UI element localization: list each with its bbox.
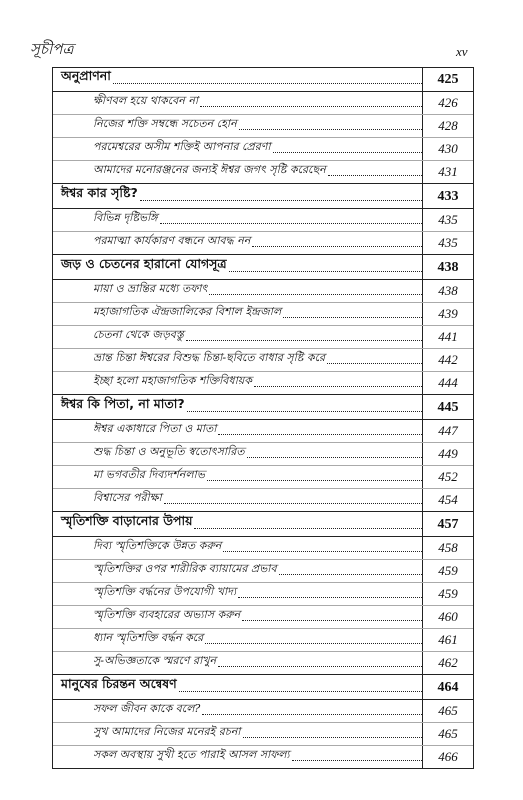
table-of-contents xyxy=(52,67,474,769)
toc-entry-page: 452 xyxy=(438,469,458,484)
toc-entry-title-cell xyxy=(53,115,423,137)
toc-section-row xyxy=(53,675,473,700)
toc-section-row xyxy=(53,255,473,280)
dot-leader xyxy=(238,597,422,598)
toc-section-page: 457 xyxy=(437,517,459,532)
dot-leader xyxy=(187,411,422,412)
dot-leader xyxy=(254,386,422,387)
dot-leader xyxy=(207,480,422,481)
dot-leader xyxy=(218,434,422,435)
toc-entry-row xyxy=(53,443,473,466)
toc-section-row xyxy=(53,395,473,420)
dot-leader xyxy=(328,175,422,176)
toc-entry-title-cell xyxy=(53,629,423,651)
dot-leader xyxy=(186,340,422,341)
toc-entry-page: 459 xyxy=(438,586,458,601)
toc-section-title: জড় ও চেতনের হারানো যোগসূত্র xyxy=(61,256,229,276)
toc-entry-title-cell xyxy=(53,280,423,302)
toc-entry-title: পরমেশ্বরের অসীম শক্তিই আপনার প্রেরণা xyxy=(93,138,273,157)
dot-leader xyxy=(218,666,422,667)
toc-entry-page: 462 xyxy=(438,655,458,670)
toc-entry-title-cell xyxy=(53,138,423,160)
toc-section-title-cell xyxy=(53,512,423,536)
toc-entry-title: স্মৃতিশক্তি ব্যবহারের অভ্যাস করুন xyxy=(93,606,242,625)
toc-entry-title: দিব্য স্মৃতিশক্তিকে উন্নত করুন xyxy=(93,537,223,556)
toc-section-title-cell xyxy=(53,68,423,91)
toc-entry-title-cell xyxy=(53,746,423,768)
toc-entry-row xyxy=(53,606,473,629)
toc-section-title-cell xyxy=(53,184,423,208)
dot-leader xyxy=(292,760,422,761)
toc-entry-title-cell xyxy=(53,420,423,442)
toc-entry-title: সকল অবস্থায় সুখী হতে পারাই আসল সাফল্য xyxy=(93,746,292,765)
toc-entry-row xyxy=(53,326,473,349)
toc-entry-title: নিজের শক্তি সম্বন্ধে সচেতন হোন xyxy=(93,115,239,134)
toc-entry-page: 447 xyxy=(438,423,458,438)
toc-entry-title-cell xyxy=(53,606,423,628)
toc-entry-page: 441 xyxy=(438,329,458,344)
toc-entry-title-cell xyxy=(53,232,423,254)
toc-entry-page: 435 xyxy=(438,212,458,227)
toc-entry-title: ঈশ্বর একাধারে পিতা ও মাতা xyxy=(93,420,218,439)
toc-entry-row xyxy=(53,652,473,675)
toc-entry-row xyxy=(53,629,473,652)
toc-entry-page: 449 xyxy=(438,446,458,461)
toc-entry-page: 465 xyxy=(438,726,458,741)
toc-entry-title-cell xyxy=(53,326,423,348)
toc-entry-row xyxy=(53,700,473,723)
toc-entry-title: সফল জীবন কাকে বলে? xyxy=(93,700,202,719)
toc-entry-title-cell xyxy=(53,537,423,559)
toc-entry-title-cell xyxy=(53,489,423,511)
toc-entry-title: স্মৃতিশক্তির ওপর শারীরিক ব্যায়ামের প্রভাব xyxy=(93,560,279,579)
toc-entry-title: বিশ্বাসের পরীক্ষা xyxy=(93,489,164,508)
toc-entry-title-cell xyxy=(53,209,423,231)
dot-leader xyxy=(239,129,422,130)
toc-entry-page: 460 xyxy=(438,609,458,624)
dot-leader xyxy=(140,200,422,201)
dot-leader xyxy=(179,691,422,692)
toc-entry-row xyxy=(53,372,473,395)
toc-entry-title: মায়া ও ভ্রান্তির মধ্যে তফাৎ xyxy=(93,280,209,299)
dot-leader xyxy=(283,317,422,318)
toc-entry-page: 430 xyxy=(438,141,458,156)
dot-leader xyxy=(200,106,422,107)
dot-leader xyxy=(113,83,422,84)
toc-section-title-cell xyxy=(53,255,423,279)
toc-entry-title: স্মৃতিশক্তি বর্দ্ধনের উপযোগী খাদ্য xyxy=(93,583,238,602)
toc-entry-title: আমাদের মনোরঞ্জনের জন্যই ঈশ্বর জগৎ সৃষ্টি করেছেন xyxy=(93,161,328,180)
toc-entry-title: ক্ষীণবল হয়ে থাকবেন না xyxy=(93,92,200,111)
toc-entry-page: 465 xyxy=(438,703,458,718)
dot-leader xyxy=(273,152,422,153)
toc-entry-page: 461 xyxy=(438,632,458,647)
toc-entry-row xyxy=(53,420,473,443)
toc-section-row xyxy=(53,512,473,537)
toc-entry-row xyxy=(53,583,473,606)
toc-entry-title: ইচ্ছা হলো মহাজাগতিক শক্তিবিধায়ক xyxy=(93,372,254,391)
toc-entry-page: 439 xyxy=(438,306,458,321)
dot-leader xyxy=(279,574,422,575)
dot-leader xyxy=(194,528,422,529)
toc-entry-title-cell xyxy=(53,303,423,325)
toc-entry-page: 426 xyxy=(438,95,458,110)
toc-entry-title-cell xyxy=(53,583,423,605)
toc-entry-row xyxy=(53,115,473,138)
toc-entry-row xyxy=(53,280,473,303)
header-title: সূচীপত্র xyxy=(30,40,74,58)
toc-entry-row xyxy=(53,746,473,769)
dot-leader xyxy=(223,551,422,552)
toc-entry-title-cell xyxy=(53,700,423,722)
toc-entry-row xyxy=(53,723,473,746)
dot-leader xyxy=(252,246,422,247)
dot-leader xyxy=(243,737,423,738)
toc-entry-row xyxy=(53,209,473,232)
toc-section-title: অনুপ্রাণনা xyxy=(61,68,113,88)
toc-section-page: 438 xyxy=(437,260,459,275)
toc-entry-row xyxy=(53,138,473,161)
toc-entry-page: 466 xyxy=(438,749,458,764)
toc-entry-row xyxy=(53,489,473,512)
dot-leader xyxy=(164,503,422,504)
dot-leader xyxy=(247,457,422,458)
toc-section-page: 445 xyxy=(437,400,459,415)
dot-leader xyxy=(209,294,422,295)
toc-entry-title: মা ভগবতীর দিব্যদর্শনলাভ xyxy=(93,466,207,485)
toc-entry-page: 428 xyxy=(438,118,458,133)
toc-entry-page: 444 xyxy=(438,375,458,390)
toc-entry-title: সুখ আমাদের নিজের মনেরই রচনা xyxy=(93,723,243,742)
page-header xyxy=(0,0,523,60)
toc-entry-row xyxy=(53,232,473,255)
toc-entry-row xyxy=(53,560,473,583)
toc-entry-row xyxy=(53,92,473,115)
toc-entry-title: মহাজাগতিক ঐন্দ্রজালিকের বিশাল ইন্দ্রজাল xyxy=(93,303,283,322)
toc-entry-row xyxy=(53,466,473,489)
toc-entry-title: বিভিন্ন দৃষ্টিভঙ্গি xyxy=(93,209,160,228)
toc-entry-page: 438 xyxy=(438,283,458,298)
header-page-number: xv xyxy=(456,44,468,59)
toc-entry-row xyxy=(53,349,473,372)
toc-entry-title-cell xyxy=(53,723,423,745)
toc-entry-page: 431 xyxy=(438,164,458,179)
toc-entry-page: 454 xyxy=(438,492,458,507)
toc-entry-page: 442 xyxy=(438,352,458,367)
toc-entry-row xyxy=(53,537,473,560)
toc-entry-row xyxy=(53,303,473,326)
dot-leader xyxy=(229,271,422,272)
toc-entry-title-cell xyxy=(53,652,423,674)
toc-entry-page: 435 xyxy=(438,235,458,250)
toc-section-title: ঈশ্বর কি পিতা, না মাতা? xyxy=(61,396,187,416)
toc-section-title: ঈশ্বর কার সৃষ্টি? xyxy=(61,185,140,205)
toc-section-title: স্মৃতিশক্তি বাড়ানোর উপায় xyxy=(61,513,194,533)
toc-section-page: 464 xyxy=(437,680,459,695)
toc-entry-title: সু-অভিজ্ঞতাকে স্মরণে রাখুন xyxy=(93,652,218,671)
dot-leader xyxy=(205,643,422,644)
toc-entry-row xyxy=(53,161,473,184)
toc-entry-title-cell xyxy=(53,443,423,465)
toc-entry-page: 459 xyxy=(438,563,458,578)
toc-entry-title-cell xyxy=(53,92,423,114)
toc-section-page: 433 xyxy=(437,189,459,204)
toc-section-row xyxy=(53,184,473,209)
toc-section-title-cell xyxy=(53,675,423,699)
toc-section-title-cell xyxy=(53,395,423,419)
toc-entry-title: পরমাত্মা কার্যকারণ বন্ধনে আবদ্ধ নন xyxy=(93,232,252,251)
dot-leader xyxy=(327,363,422,364)
toc-entry-title-cell xyxy=(53,349,423,371)
toc-entry-title-cell xyxy=(53,372,423,394)
dot-leader xyxy=(242,620,422,621)
toc-entry-title-cell xyxy=(53,466,423,488)
toc-entry-title: শুদ্ধ চিন্তা ও অনুভূতি স্বতোৎসারিত xyxy=(93,443,247,462)
toc-section-title: মানুষের চিরন্তন অন্বেষণ xyxy=(61,676,179,696)
toc-section-row xyxy=(53,67,473,92)
toc-entry-title: চেতনা থেকে জড়বস্তু xyxy=(93,326,186,345)
toc-entry-title-cell xyxy=(53,161,423,183)
toc-entry-title-cell xyxy=(53,560,423,582)
toc-entry-page: 458 xyxy=(438,540,458,555)
dot-leader xyxy=(160,223,422,224)
toc-entry-title: ভ্রান্ত চিন্তা ঈশ্বরের বিশুদ্ধ চিন্তা-ছবিতে বাধার সৃষ্টি করে xyxy=(93,349,327,368)
toc-section-page: 425 xyxy=(437,72,459,87)
toc-entry-title: ধ্যান স্মৃতিশক্তি বর্দ্ধন করে xyxy=(93,629,205,648)
dot-leader xyxy=(202,714,422,715)
